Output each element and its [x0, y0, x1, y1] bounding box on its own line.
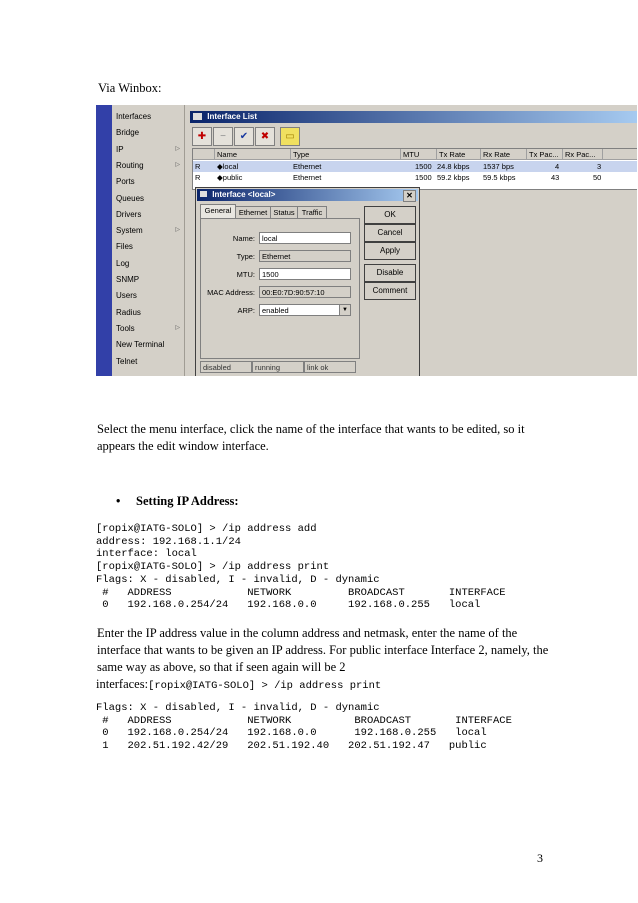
tab-general[interactable]: General	[200, 204, 236, 219]
status-running: running	[252, 361, 304, 373]
column-tx-rate[interactable]: Tx Rate	[437, 149, 481, 160]
comment-button[interactable]: ▭	[280, 127, 300, 146]
code-block-add: [ropix@IATG-SOLO] > /ip address add address: 192.168.1.1/24 interface: local [ropix@IATG-SOLO] > /ip address print Flags: X - disabled, I - invalid, D - dynamic # ADDRESS NETWORK BROADCAST INTERFACE 0 192.168.0.254/24 192.168.0.0 192.168.0.255 local	[96, 523, 506, 612]
heading-winbox: Via Winbox:	[98, 81, 162, 95]
tab-traffic[interactable]: Traffic	[297, 206, 327, 219]
winbox-side-banner	[96, 105, 112, 376]
cancel-button[interactable]: Cancel	[364, 224, 416, 242]
menu-item-system[interactable]: System ▷	[116, 223, 182, 238]
paragraph-interfaces-line: interfaces:[ropix@IATG-SOLO] > /ip address print	[96, 677, 382, 692]
menu-item-files[interactable]: Files	[116, 242, 133, 252]
menu-item-ports[interactable]: Ports	[116, 177, 135, 187]
menu-item-telnet[interactable]: Telnet	[116, 356, 138, 366]
column-rx-packets[interactable]: Rx Pac...	[563, 149, 603, 160]
menu-item-interfaces[interactable]: Interfaces	[116, 112, 152, 121]
table-row[interactable]: R ◆local Ethernet 1500 24.8 kbps 1537 bps 4 3	[193, 161, 637, 172]
arp-select[interactable]: enabled ▼	[259, 304, 351, 316]
menu-item-users[interactable]: Users	[116, 291, 137, 301]
code-block-print: Flags: X - disabled, I - invalid, D - dynamic # ADDRESS NETWORK BROADCAST INTERFACE 0 192.168.0.254/24 192.168.0.0 192.168.0.255 local 1 202.51.192.42/29 202.51.192.40 202.51.192.47 public	[96, 702, 512, 753]
submenu-arrow-icon: ▷	[175, 145, 180, 152]
interface-list-window	[186, 105, 637, 376]
column-tx-packets[interactable]: Tx Pac...	[527, 149, 563, 160]
interface-list-title: Interface List	[190, 111, 637, 123]
menu-item-radius[interactable]: Radius	[116, 307, 141, 317]
menu-item-new-terminal[interactable]: New Terminal	[116, 340, 165, 350]
menu-item-bridge[interactable]: Bridge	[116, 128, 140, 138]
menu-item-snmp[interactable]: SNMP	[116, 275, 140, 284]
chevron-down-icon[interactable]: ▼	[339, 305, 350, 315]
type-field: Ethernet	[259, 250, 351, 262]
column-name[interactable]: Name	[215, 149, 291, 160]
mac-address-label: MAC Address:	[207, 288, 255, 297]
winbox-menu	[112, 105, 185, 376]
bullet-setting-ip: • Setting IP Address:	[116, 494, 239, 508]
interface-table	[192, 148, 637, 190]
winbox-screenshot	[96, 105, 637, 376]
tab-status[interactable]: Status	[270, 206, 298, 219]
menu-item-log[interactable]: Log	[116, 258, 130, 268]
paragraph-enter-ip: Enter the IP address value in the column address and netmask, enter the name of the interface that wants to be given an IP address. For public interface Interface 2, namely, the same way as above, so that if seen again will be 2	[97, 626, 549, 674]
menu-item-queues[interactable]: Queues	[116, 193, 145, 203]
status-disabled: disabled	[200, 361, 252, 373]
dialog-icon	[200, 191, 207, 197]
submenu-arrow-icon: ▷	[175, 227, 180, 234]
submenu-arrow-icon: ▷	[175, 324, 180, 331]
menu-item-ip[interactable]: IP ▷	[116, 142, 182, 157]
add-button[interactable]: ✚	[192, 127, 212, 146]
close-icon[interactable]: ✕	[403, 190, 416, 202]
comment-dialog-button[interactable]: Comment	[364, 282, 416, 300]
submenu-arrow-icon: ▷	[175, 161, 180, 168]
page-number: 3	[537, 851, 543, 865]
table-row[interactable]: R ◆public Ethernet 1500 59.2 kbps 59.5 kbps 43 50	[195, 173, 602, 182]
disable-dialog-button[interactable]: Disable	[364, 264, 416, 282]
interface-edit-dialog	[195, 187, 420, 376]
column-mtu[interactable]: MTU	[401, 149, 437, 160]
ok-button[interactable]: OK	[364, 206, 416, 224]
menu-item-drivers[interactable]: Drivers	[116, 209, 142, 219]
enable-button[interactable]: ✔	[234, 127, 254, 146]
mtu-field[interactable]: 1500	[259, 268, 351, 280]
name-field[interactable]: local	[259, 232, 351, 244]
interface-toolbar	[192, 127, 637, 145]
column-flag[interactable]	[193, 149, 215, 160]
bullet-icon: •	[116, 494, 121, 508]
apply-button[interactable]: Apply	[364, 242, 416, 260]
arp-label: ARP:	[237, 306, 255, 315]
column-rx-rate[interactable]: Rx Rate	[481, 149, 527, 160]
column-type[interactable]: Type	[291, 149, 401, 160]
name-label: Name:	[232, 234, 255, 243]
paragraph-select-interface: Select the menu interface, click the name of the interface that wants to be edited, so it appears the edit window interface.	[97, 422, 525, 453]
tab-ethernet[interactable]: Ethernet	[235, 206, 271, 219]
mtu-label: MTU:	[236, 270, 255, 279]
disable-button[interactable]: ✖	[255, 127, 275, 146]
dialog-title-bar: Interface <local> ✕	[197, 189, 418, 201]
remove-button[interactable]: −	[213, 127, 233, 146]
general-panel	[200, 218, 360, 359]
menu-item-routing[interactable]: Routing ▷	[116, 158, 182, 173]
menu-item-tools[interactable]: Tools ▷	[116, 321, 182, 336]
mac-address-field: 00:E0:7D:90:57:10	[259, 286, 351, 298]
window-icon	[193, 113, 202, 120]
type-label: Type:	[236, 252, 255, 261]
status-link: link ok	[304, 361, 356, 373]
